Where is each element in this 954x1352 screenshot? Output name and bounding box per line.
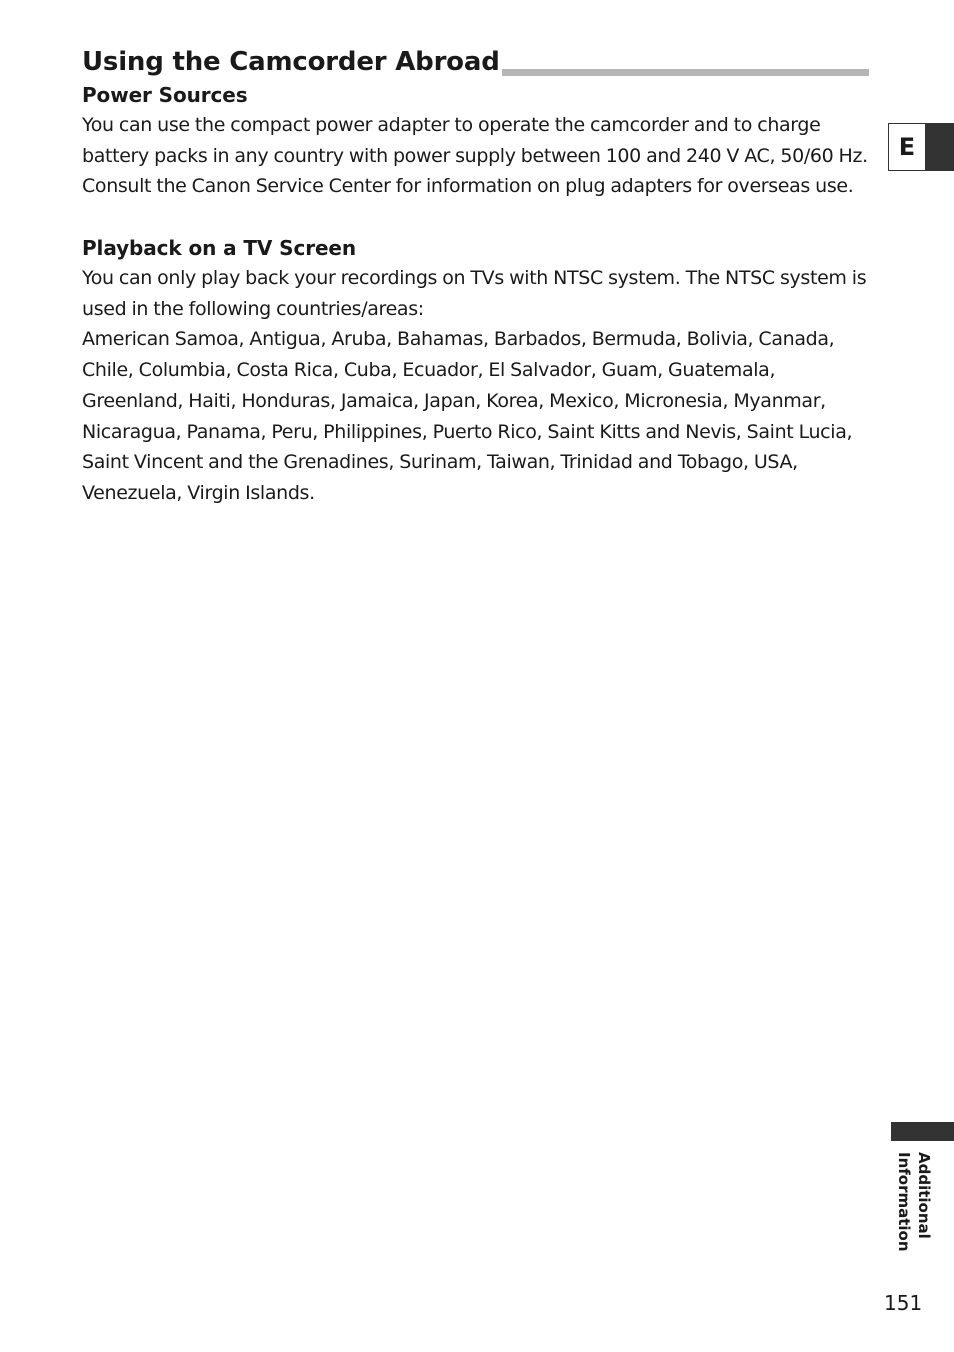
section-heading-power-sources: Power Sources: [82, 83, 248, 107]
chapter-tab-label: [892, 1152, 934, 1256]
language-tab: [888, 123, 954, 171]
page-title: Using the Camcorder Abroad: [82, 44, 502, 80]
chapter-tab-line-1: Additional: [915, 1152, 933, 1239]
section-power-sources: [82, 80, 872, 202]
section-heading-playback-tv: Playback on a TV Screen: [82, 236, 357, 260]
chapter-tab-line-2: Information: [895, 1152, 913, 1252]
page-number: 151: [884, 1291, 923, 1315]
language-tab-marker: [926, 123, 954, 171]
section-playback-tv: [82, 233, 872, 509]
chapter-tab-bar: [891, 1122, 954, 1141]
language-letter: E: [888, 123, 926, 171]
power-sources-paragraph: You can use the compact power adapter to operate the camcorder and to charge battery packs in any country with power supply between 100 and 240 V AC, 50/60 Hz. Consult the Canon Service Center for information on plug adapters for overseas use.: [82, 114, 868, 198]
ntsc-countries-paragraph: American Samoa, Antigua, Aruba, Bahamas, Barbados, Bermuda, Bolivia, Canada, Chile, Columbia, Costa Rica, Cuba, Ecuador, El Salvador, Guam, Guatemala, Greenland, Haiti, Honduras, Jamaica, Japan, Korea, Mexico, Micronesia, Myanmar, Nicaragua, Panama, Peru, Philippines, Puerto Rico, Saint Kitts and Nevis, Saint Lucia, Saint Vincent and the Grenadines, Surinam, Taiwan, Trinidad and Tobago, USA, Venezuela, Virgin Islands.: [82, 328, 853, 504]
playback-intro-paragraph: You can only play back your recordings on TVs with NTSC system. The NTSC system is used in the following countries/areas:: [82, 267, 867, 320]
